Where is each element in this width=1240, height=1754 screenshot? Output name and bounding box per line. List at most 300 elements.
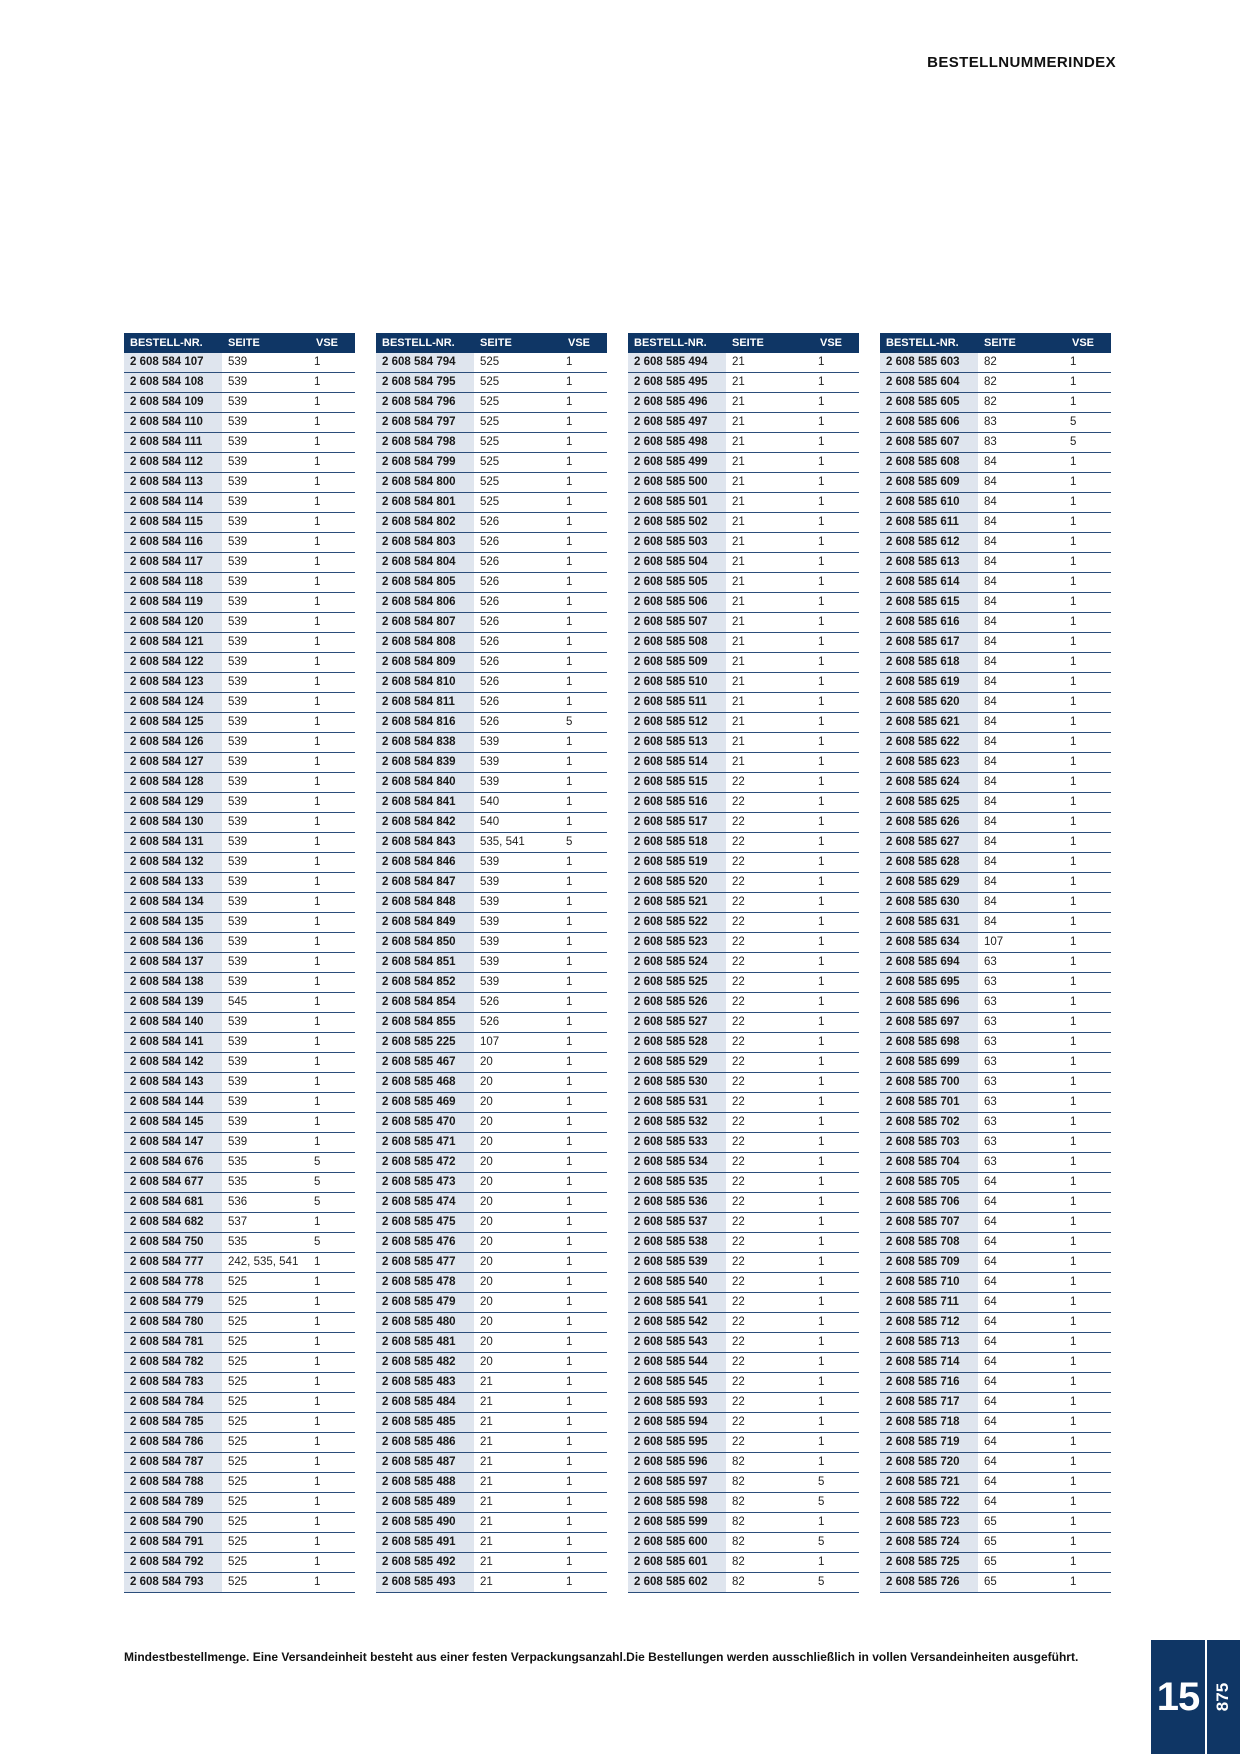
unit-cell: 1 — [1066, 853, 1111, 873]
page-cell: 21 — [474, 1453, 562, 1473]
table-row — [880, 953, 1111, 973]
page-cell: 22 — [726, 1373, 814, 1393]
unit-cell: 1 — [310, 473, 355, 493]
order-number-cell: 2 608 584 781 — [124, 1333, 222, 1353]
order-number-cell: 2 608 584 846 — [376, 853, 474, 873]
page-cell: 539 — [222, 773, 310, 793]
unit-cell: 1 — [310, 1473, 355, 1493]
order-number-cell: 2 608 584 107 — [124, 353, 222, 373]
unit-cell: 1 — [562, 353, 607, 373]
order-number-cell: 2 608 584 796 — [376, 393, 474, 413]
order-number-cell: 2 608 585 706 — [880, 1193, 978, 1213]
page-cell: 64 — [978, 1393, 1066, 1413]
table-row — [880, 1453, 1111, 1473]
order-number-cell: 2 608 584 120 — [124, 613, 222, 633]
unit-cell: 1 — [1066, 1153, 1111, 1173]
page-cell: 84 — [978, 833, 1066, 853]
order-number-cell: 2 608 584 108 — [124, 373, 222, 393]
column-header-unit: VSE — [1066, 333, 1111, 353]
page-cell: 22 — [726, 1293, 814, 1313]
unit-cell: 1 — [310, 373, 355, 393]
page-cell: 525 — [474, 353, 562, 373]
order-number-cell: 2 608 585 512 — [628, 713, 726, 733]
order-number-cell: 2 608 585 622 — [880, 733, 978, 753]
unit-cell: 1 — [562, 473, 607, 493]
order-number-cell: 2 608 585 489 — [376, 1493, 474, 1513]
table-row — [880, 513, 1111, 533]
order-number-cell: 2 608 585 697 — [880, 1013, 978, 1033]
table-row — [880, 993, 1111, 1013]
page-cell: 22 — [726, 1133, 814, 1153]
order-number-cell: 2 608 584 839 — [376, 753, 474, 773]
unit-cell: 1 — [814, 1373, 859, 1393]
unit-cell: 1 — [814, 453, 859, 473]
page-cell: 64 — [978, 1313, 1066, 1333]
unit-cell: 5 — [814, 1473, 859, 1493]
page-cell: 539 — [222, 933, 310, 953]
order-number-cell: 2 608 584 126 — [124, 733, 222, 753]
order-number-cell: 2 608 585 596 — [628, 1453, 726, 1473]
page-cell: 20 — [474, 1293, 562, 1313]
unit-cell: 1 — [310, 1133, 355, 1153]
order-number-cell: 2 608 585 543 — [628, 1333, 726, 1353]
table-row — [628, 613, 859, 633]
unit-cell: 1 — [562, 1073, 607, 1093]
unit-cell: 1 — [562, 1273, 607, 1293]
order-number-cell: 2 608 585 501 — [628, 493, 726, 513]
unit-cell: 1 — [310, 793, 355, 813]
table-row — [376, 1193, 607, 1213]
page-cell: 20 — [474, 1053, 562, 1073]
order-number-cell: 2 608 585 481 — [376, 1333, 474, 1353]
unit-cell: 1 — [562, 1153, 607, 1173]
page-cell: 526 — [474, 713, 562, 733]
unit-cell: 1 — [814, 373, 859, 393]
order-number-cell: 2 608 585 532 — [628, 1113, 726, 1133]
page-cell: 64 — [978, 1333, 1066, 1353]
unit-cell: 1 — [562, 373, 607, 393]
column-header-unit: VSE — [562, 333, 607, 353]
table-row — [376, 433, 607, 453]
unit-cell: 1 — [814, 973, 859, 993]
table-row — [628, 373, 859, 393]
unit-cell: 1 — [562, 773, 607, 793]
unit-cell: 1 — [814, 953, 859, 973]
unit-cell: 1 — [814, 1033, 859, 1053]
unit-cell: 1 — [310, 713, 355, 733]
unit-cell: 1 — [814, 573, 859, 593]
order-number-cell: 2 608 585 487 — [376, 1453, 474, 1473]
table-row — [376, 893, 607, 913]
table-row — [880, 693, 1111, 713]
page-cell: 539 — [222, 493, 310, 513]
table-row — [880, 1533, 1111, 1553]
table-row — [628, 1273, 859, 1293]
table-row — [376, 1113, 607, 1133]
page-cell: 20 — [474, 1073, 562, 1093]
unit-cell: 1 — [310, 653, 355, 673]
order-number-cell: 2 608 584 110 — [124, 413, 222, 433]
order-number-cell: 2 608 584 116 — [124, 533, 222, 553]
order-number-cell: 2 608 584 798 — [376, 433, 474, 453]
table-row — [628, 633, 859, 653]
table-row — [124, 1313, 355, 1333]
table-row — [628, 1053, 859, 1073]
unit-cell: 1 — [562, 533, 607, 553]
unit-cell: 1 — [1066, 793, 1111, 813]
page-cell: 22 — [726, 913, 814, 933]
order-number-cell: 2 608 584 135 — [124, 913, 222, 933]
page-cell: 21 — [726, 653, 814, 673]
page-cell: 64 — [978, 1193, 1066, 1213]
order-number-cell: 2 608 585 511 — [628, 693, 726, 713]
column-header-page: SEITE — [726, 333, 814, 353]
order-number-cell: 2 608 585 535 — [628, 1173, 726, 1193]
page-cell: 535 — [222, 1233, 310, 1253]
column-header-unit: VSE — [310, 333, 355, 353]
table-row — [376, 1493, 607, 1513]
unit-cell: 1 — [814, 933, 859, 953]
table-row — [880, 1293, 1111, 1313]
table-row — [124, 1373, 355, 1393]
page-cell: 84 — [978, 793, 1066, 813]
page-cell: 65 — [978, 1513, 1066, 1533]
order-number-cell: 2 608 585 467 — [376, 1053, 474, 1073]
table-row — [880, 353, 1111, 373]
table-row — [376, 853, 607, 873]
page-cell: 535, 541 — [474, 833, 562, 853]
table-row — [376, 1413, 607, 1433]
order-number-cell: 2 608 584 850 — [376, 933, 474, 953]
page-cell: 535 — [222, 1153, 310, 1173]
table-row — [376, 813, 607, 833]
table-row — [628, 713, 859, 733]
table-row — [628, 1533, 859, 1553]
page-cell: 21 — [474, 1413, 562, 1433]
page-cell: 84 — [978, 853, 1066, 873]
order-number-cell: 2 608 584 792 — [124, 1553, 222, 1573]
page-cell: 525 — [222, 1493, 310, 1513]
unit-cell: 1 — [562, 793, 607, 813]
unit-cell: 1 — [310, 1453, 355, 1473]
table-row — [376, 533, 607, 553]
page-cell: 82 — [978, 353, 1066, 373]
page-cell: 525 — [222, 1273, 310, 1293]
page-cell: 525 — [474, 493, 562, 513]
page-cell: 84 — [978, 733, 1066, 753]
page-cell: 525 — [222, 1533, 310, 1553]
unit-cell: 1 — [1066, 973, 1111, 993]
order-number-cell: 2 608 584 682 — [124, 1213, 222, 1233]
unit-cell: 1 — [1066, 473, 1111, 493]
unit-cell: 1 — [814, 1193, 859, 1213]
page-cell: 20 — [474, 1213, 562, 1233]
table-row — [124, 1493, 355, 1513]
unit-cell: 1 — [814, 1453, 859, 1473]
unit-cell: 1 — [1066, 1273, 1111, 1293]
order-number-cell: 2 608 585 482 — [376, 1353, 474, 1373]
order-number-cell: 2 608 584 114 — [124, 493, 222, 513]
page-cell: 525 — [222, 1373, 310, 1393]
table-row — [880, 713, 1111, 733]
unit-cell: 1 — [1066, 1173, 1111, 1193]
table-row — [124, 693, 355, 713]
order-number-cell: 2 608 584 787 — [124, 1453, 222, 1473]
page-cell: 64 — [978, 1433, 1066, 1453]
unit-cell: 1 — [310, 813, 355, 833]
order-number-cell: 2 608 584 786 — [124, 1433, 222, 1453]
order-number-cell: 2 608 584 855 — [376, 1013, 474, 1033]
table-row — [880, 833, 1111, 853]
order-number-cell: 2 608 585 529 — [628, 1053, 726, 1073]
page-cell: 20 — [474, 1093, 562, 1113]
order-number-cell: 2 608 585 710 — [880, 1273, 978, 1293]
unit-cell: 1 — [310, 1513, 355, 1533]
page-cell: 22 — [726, 1033, 814, 1053]
table-row — [880, 433, 1111, 453]
page-cell: 539 — [222, 553, 310, 573]
page-cell: 83 — [978, 413, 1066, 433]
table-row — [880, 393, 1111, 413]
page-cell: 20 — [474, 1353, 562, 1373]
order-number-cell: 2 608 584 805 — [376, 573, 474, 593]
unit-cell: 1 — [562, 1053, 607, 1073]
unit-cell: 1 — [814, 1553, 859, 1573]
page-cell: 21 — [474, 1393, 562, 1413]
order-number-cell: 2 608 584 849 — [376, 913, 474, 933]
page-cell: 84 — [978, 873, 1066, 893]
order-number-cell: 2 608 585 520 — [628, 873, 726, 893]
page-cell: 82 — [726, 1553, 814, 1573]
table-row — [376, 673, 607, 693]
unit-cell: 1 — [562, 1013, 607, 1033]
table-row — [880, 1133, 1111, 1153]
order-number-cell: 2 608 585 610 — [880, 493, 978, 513]
footnote: Mindestbestellmenge. Eine Versandeinheit besteht aus einer festen Verpackungsanzahl.Die Bestellungen werden ausschließlich in vollen Versandeinheiten ausgeführt. — [124, 1650, 1079, 1664]
page-cell: 539 — [222, 593, 310, 613]
order-number-cell: 2 608 584 838 — [376, 733, 474, 753]
page-cell: 539 — [222, 713, 310, 733]
order-number-cell: 2 608 585 471 — [376, 1133, 474, 1153]
table-row — [628, 1173, 859, 1193]
unit-cell: 5 — [1066, 413, 1111, 433]
unit-cell: 1 — [310, 853, 355, 873]
page-cell: 22 — [726, 1213, 814, 1233]
page-cell: 539 — [222, 513, 310, 533]
page-cell: 22 — [726, 853, 814, 873]
unit-cell: 1 — [1066, 1013, 1111, 1033]
page-cell: 525 — [474, 453, 562, 473]
table-row — [376, 493, 607, 513]
table-row — [376, 1573, 607, 1593]
page-cell: 107 — [978, 933, 1066, 953]
order-number-cell: 2 608 584 132 — [124, 853, 222, 873]
table-row — [628, 1573, 859, 1593]
page-cell: 22 — [726, 1273, 814, 1293]
order-number-cell: 2 608 584 780 — [124, 1313, 222, 1333]
page-cell: 540 — [474, 813, 562, 833]
order-number-cell: 2 608 585 723 — [880, 1513, 978, 1533]
table-row — [124, 853, 355, 873]
order-number-cell: 2 608 584 841 — [376, 793, 474, 813]
order-number-cell: 2 608 584 816 — [376, 713, 474, 733]
unit-cell: 1 — [1066, 1073, 1111, 1093]
page-cell: 539 — [222, 873, 310, 893]
table-row — [124, 593, 355, 613]
unit-cell: 1 — [1066, 1553, 1111, 1573]
table-row — [124, 1473, 355, 1493]
table-row — [124, 1413, 355, 1433]
unit-cell: 1 — [562, 553, 607, 573]
page-cell: 539 — [474, 913, 562, 933]
page-cell: 539 — [222, 733, 310, 753]
table-row — [124, 1013, 355, 1033]
page-cell: 21 — [474, 1573, 562, 1593]
table-row — [880, 1193, 1111, 1213]
unit-cell: 1 — [562, 1193, 607, 1213]
table-row — [376, 1313, 607, 1333]
page-cell: 21 — [726, 413, 814, 433]
table-row — [124, 433, 355, 453]
table-row — [376, 1333, 607, 1353]
unit-cell: 5 — [1066, 433, 1111, 453]
unit-cell: 1 — [310, 553, 355, 573]
order-number-cell: 2 608 584 851 — [376, 953, 474, 973]
order-number-cell: 2 608 585 628 — [880, 853, 978, 873]
table-row — [376, 953, 607, 973]
order-number-cell: 2 608 585 713 — [880, 1333, 978, 1353]
order-number-cell: 2 608 585 600 — [628, 1533, 726, 1553]
order-number-cell: 2 608 584 140 — [124, 1013, 222, 1033]
table-row — [628, 1253, 859, 1273]
unit-cell: 1 — [562, 1373, 607, 1393]
unit-cell: 1 — [814, 993, 859, 1013]
table-row — [124, 1393, 355, 1413]
order-number-cell: 2 608 585 611 — [880, 513, 978, 533]
order-number-cell: 2 608 585 701 — [880, 1093, 978, 1113]
table-row — [880, 1413, 1111, 1433]
table-row — [124, 1073, 355, 1093]
unit-cell: 1 — [814, 533, 859, 553]
page-cell: 84 — [978, 753, 1066, 773]
page-cell: 63 — [978, 1033, 1066, 1053]
order-number-cell: 2 608 585 613 — [880, 553, 978, 573]
unit-cell: 1 — [1066, 1033, 1111, 1053]
page-cell: 539 — [222, 833, 310, 853]
page-cell: 526 — [474, 693, 562, 713]
unit-cell: 1 — [562, 813, 607, 833]
page-cell: 539 — [222, 533, 310, 553]
unit-cell: 1 — [1066, 1053, 1111, 1073]
table-row — [376, 1073, 607, 1093]
table-row — [628, 1233, 859, 1253]
order-number-cell: 2 608 585 539 — [628, 1253, 726, 1273]
unit-cell: 1 — [310, 953, 355, 973]
order-number-cell: 2 608 585 630 — [880, 893, 978, 913]
unit-cell: 1 — [310, 533, 355, 553]
unit-cell: 1 — [562, 1233, 607, 1253]
order-number-cell: 2 608 584 750 — [124, 1233, 222, 1253]
page-cell: 22 — [726, 1333, 814, 1353]
order-number-cell: 2 608 585 473 — [376, 1173, 474, 1193]
unit-cell: 1 — [1066, 1493, 1111, 1513]
table-row — [376, 733, 607, 753]
page-cell: 63 — [978, 1153, 1066, 1173]
order-number-cell: 2 608 584 797 — [376, 413, 474, 433]
order-number-cell: 2 608 585 620 — [880, 693, 978, 713]
unit-cell: 1 — [814, 913, 859, 933]
table-row — [628, 1193, 859, 1213]
page-cell: 63 — [978, 1053, 1066, 1073]
page-cell: 526 — [474, 633, 562, 653]
page-cell: 63 — [978, 1093, 1066, 1113]
order-number-cell: 2 608 584 122 — [124, 653, 222, 673]
order-number-cell: 2 608 585 505 — [628, 573, 726, 593]
unit-cell: 1 — [1066, 1233, 1111, 1253]
table-row — [628, 1093, 859, 1113]
order-number-cell: 2 608 584 779 — [124, 1293, 222, 1313]
order-number-cell: 2 608 584 133 — [124, 873, 222, 893]
order-number-cell: 2 608 584 147 — [124, 1133, 222, 1153]
page-cell: 21 — [474, 1533, 562, 1553]
unit-cell: 1 — [310, 773, 355, 793]
order-number-cell: 2 608 585 720 — [880, 1453, 978, 1473]
order-number-cell: 2 608 585 495 — [628, 373, 726, 393]
unit-cell: 1 — [310, 453, 355, 473]
page-cell: 84 — [978, 653, 1066, 673]
order-number-cell: 2 608 585 492 — [376, 1553, 474, 1573]
unit-cell: 1 — [310, 573, 355, 593]
unit-cell: 1 — [310, 1113, 355, 1133]
page-cell: 20 — [474, 1253, 562, 1273]
order-number-cell: 2 608 584 142 — [124, 1053, 222, 1073]
page-cell: 539 — [222, 813, 310, 833]
unit-cell: 1 — [1066, 393, 1111, 413]
unit-cell: 1 — [1066, 693, 1111, 713]
page-cell: 22 — [726, 1193, 814, 1213]
order-number-cell: 2 608 585 470 — [376, 1113, 474, 1133]
unit-cell: 1 — [562, 1413, 607, 1433]
page-cell: 21 — [474, 1513, 562, 1533]
order-number-cell: 2 608 585 479 — [376, 1293, 474, 1313]
page-cell: 525 — [474, 373, 562, 393]
table-row — [124, 933, 355, 953]
page-cell: 526 — [474, 653, 562, 673]
unit-cell: 1 — [562, 513, 607, 533]
table-row — [880, 1053, 1111, 1073]
table-row — [376, 453, 607, 473]
order-number-cell: 2 608 584 782 — [124, 1353, 222, 1373]
table-row — [376, 1373, 607, 1393]
unit-cell: 1 — [1066, 873, 1111, 893]
table-row — [880, 1473, 1111, 1493]
order-number-cell: 2 608 585 615 — [880, 593, 978, 613]
order-number-cell: 2 608 585 526 — [628, 993, 726, 1013]
unit-cell: 1 — [1066, 1513, 1111, 1533]
order-number-cell: 2 608 584 137 — [124, 953, 222, 973]
order-number-cell: 2 608 585 726 — [880, 1573, 978, 1593]
page-cell: 21 — [726, 393, 814, 413]
order-number-cell: 2 608 585 721 — [880, 1473, 978, 1493]
order-number-cell: 2 608 585 625 — [880, 793, 978, 813]
table-row — [124, 393, 355, 413]
order-number-cell: 2 608 585 709 — [880, 1253, 978, 1273]
table-row — [124, 613, 355, 633]
table-row — [124, 1353, 355, 1373]
order-index-table — [376, 333, 607, 1593]
page-cell: 22 — [726, 833, 814, 853]
order-number-cell: 2 608 585 607 — [880, 433, 978, 453]
